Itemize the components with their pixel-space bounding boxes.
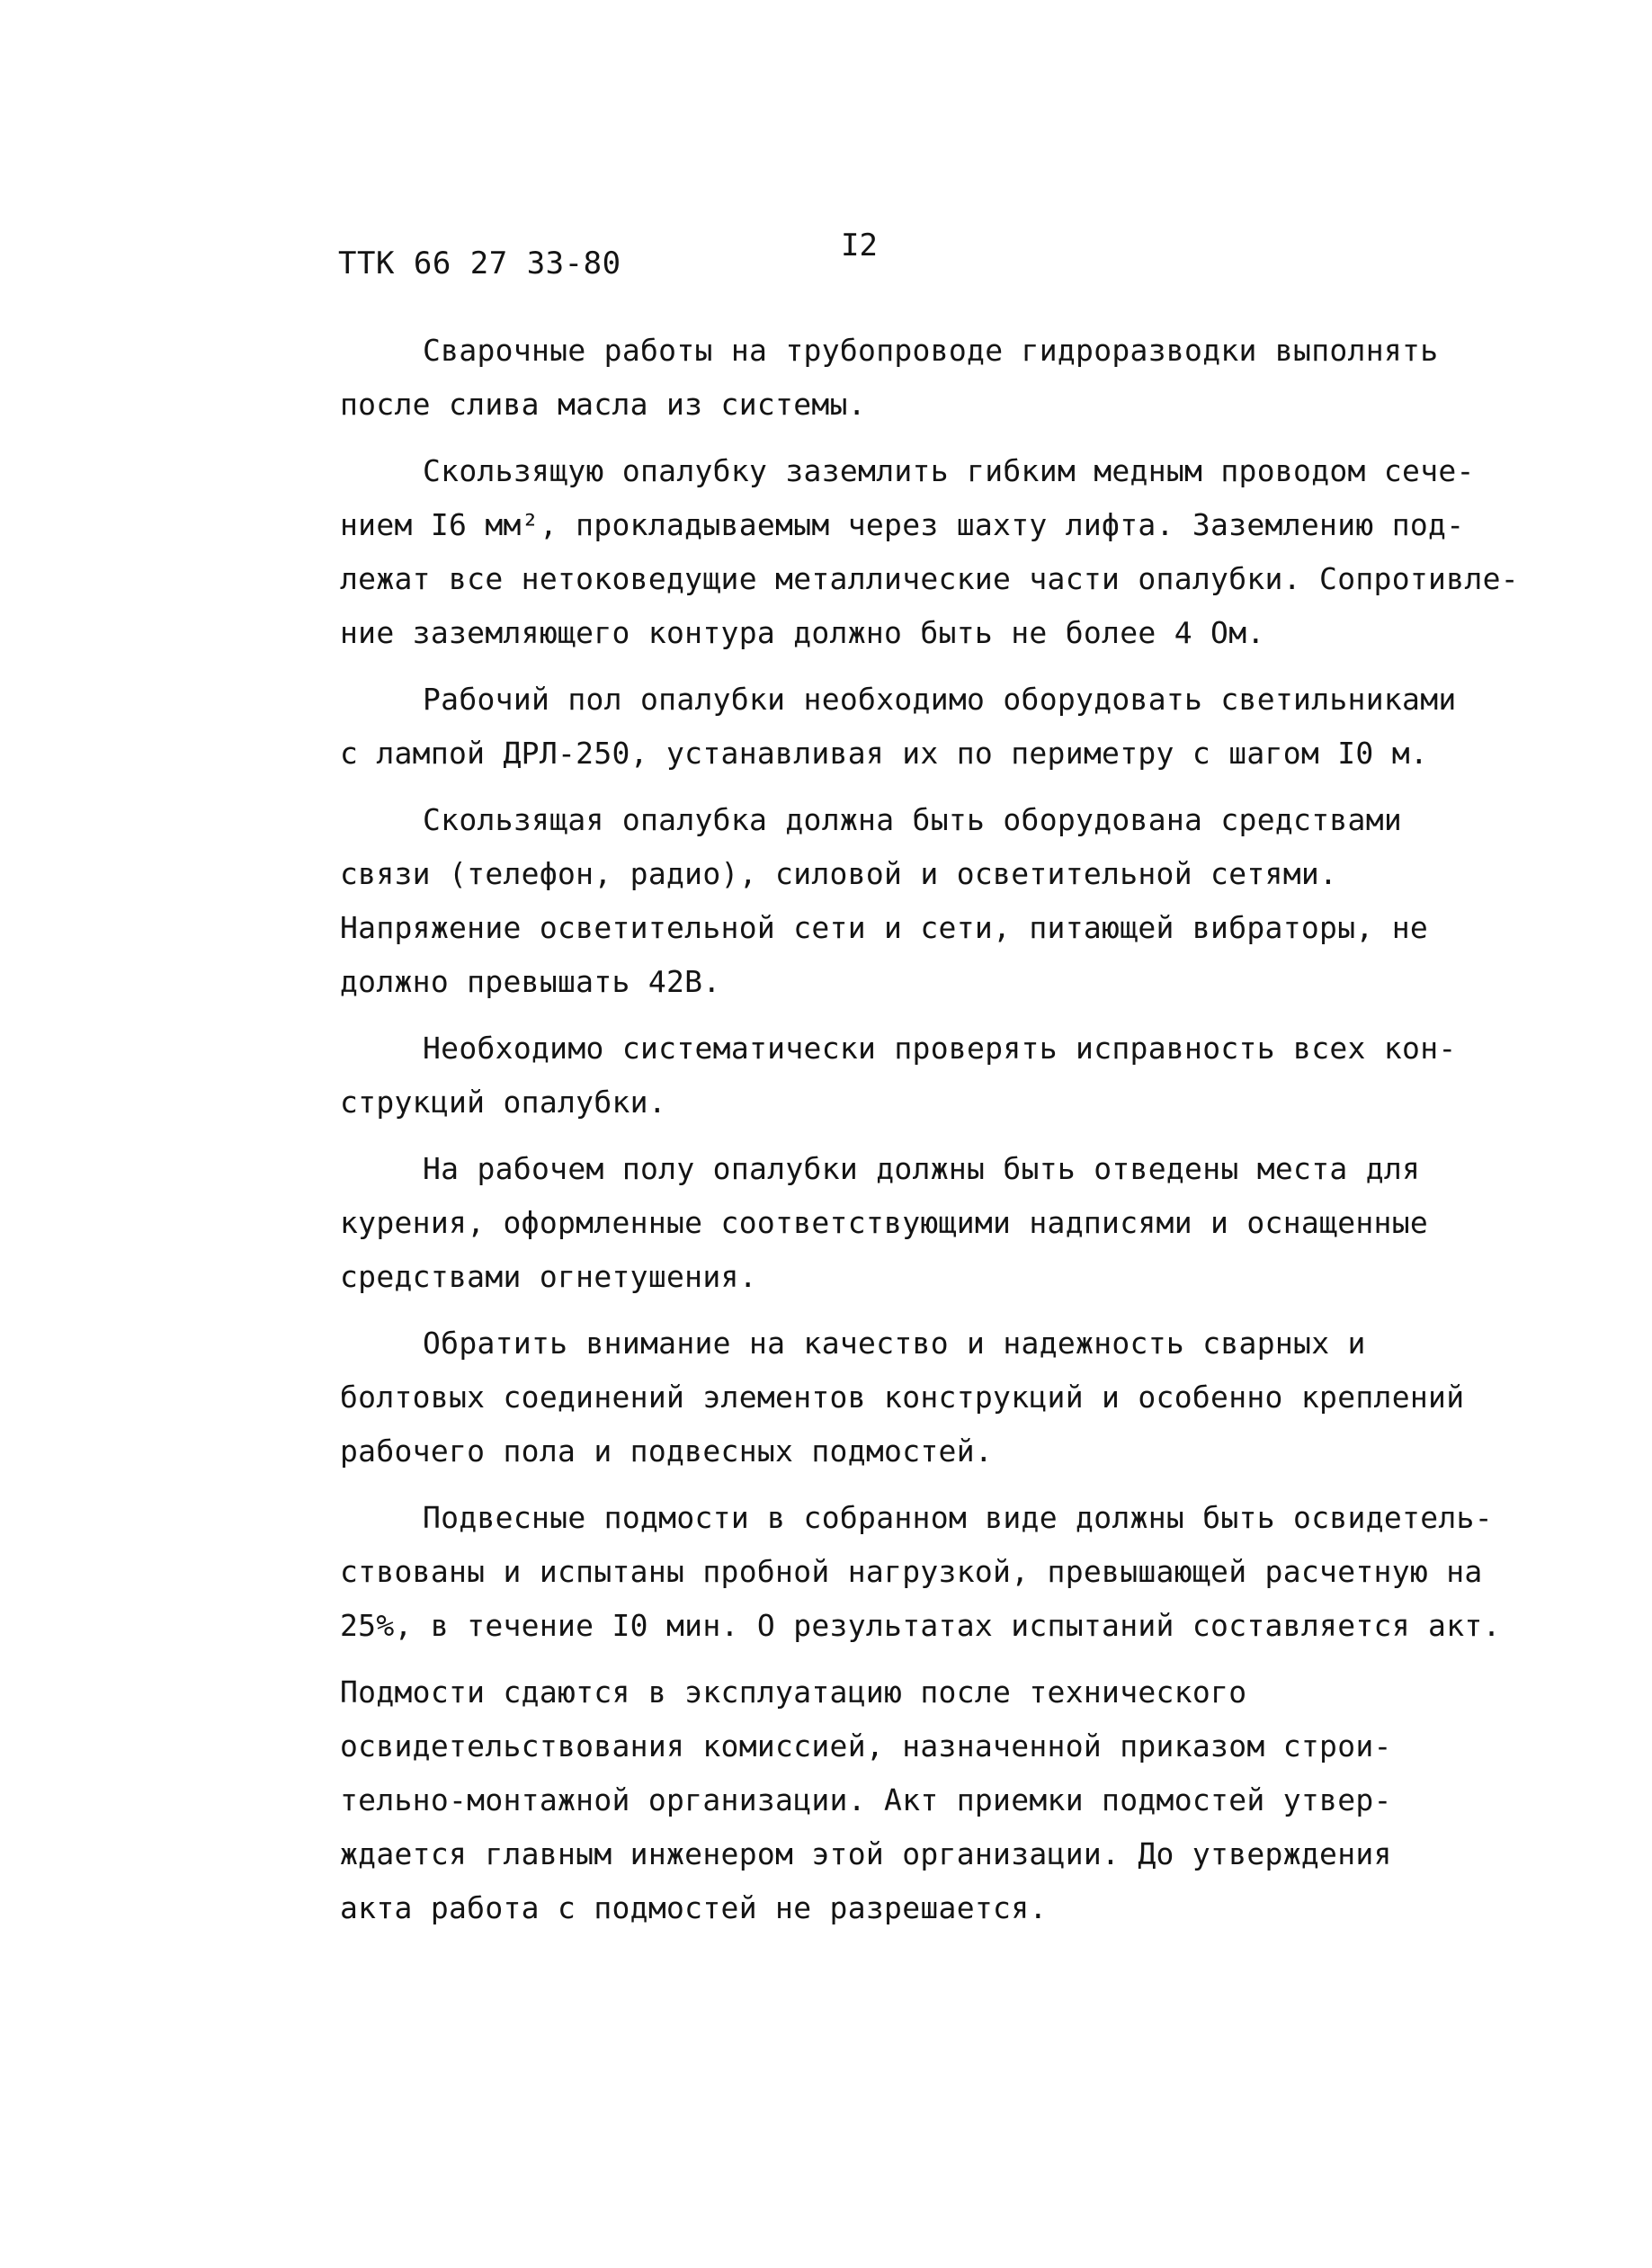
text-line: Скользящая опалубка должна быть оборудована средствами [423,802,1403,837]
text-line: нием I6 мм², прокладываемым через шахту лифта. Заземлению под- [340,507,1465,542]
body-text [340,324,1519,1935]
text-line: Скользящую опалубку заземлить гибким медным проводом сече- [423,453,1475,488]
text-line: Необходимо систематически проверять исправность всех кон- [423,1031,1457,1066]
paragraph-grounding [340,444,1519,660]
text-line: связи (телефон, радио), силовой и осветительной сетями. [340,856,1338,891]
text-line: освидетельствования комиссией, назначенной приказом строи- [340,1728,1392,1764]
text-line: Рабочий пол опалубки необходимо оборудовать светильниками [423,682,1457,717]
text-line: Напряжение осветительной сети и сети, питающей вибраторы, не [340,910,1429,945]
paragraph-joints [340,1317,1465,1478]
paragraph-smoking-areas [340,1142,1446,1304]
text-line: рабочего пола и подвесных подмостей. [340,1433,994,1469]
text-line: Сварочные работы на трубопроводе гидроразводки выполнять [423,333,1439,368]
text-line: Подмости сдаются в эксплуатацию после технического [340,1674,1247,1710]
paragraph-communication [340,793,1446,1009]
paragraph-load-test [340,1491,1501,1653]
text-line: ние заземляющего контура должно быть не более 4 Ом. [340,615,1265,650]
text-line: курения, оформленные соответствующими надписями и оснащенные [340,1205,1429,1240]
text-line: лежат все нетоковедущие металлические части опалубки. Сопротивле- [340,561,1519,596]
page-number: I2 [841,228,878,263]
text-line: струкций опалубки. [340,1085,667,1120]
text-line: с лампой ДРЛ-250, устанавливая их по периметру с шагом I0 м. [340,736,1429,771]
text-line: тельно-монтажной организации. Акт приемки подмостей утвер- [340,1782,1392,1817]
paragraph-lighting [340,673,1457,781]
text-line: после слива масла из системы. [340,387,866,422]
text-line: акта работа с подмостей не разрешается. [340,1890,1048,1925]
paragraph-inspection [340,1022,1457,1130]
paragraph-acceptance [340,1665,1446,1935]
text-line: Подвесные подмости в собранном виде должны быть освидетель- [423,1500,1493,1535]
text-line: болтовых соединений элементов конструкций и особенно креплений [340,1380,1465,1415]
text-line: должно превышать 42В. [340,964,721,999]
text-line: Обратить внимание на качество и надежность сварных и [423,1326,1366,1361]
text-line: ствованы и испытаны пробной нагрузкой, превышающей расчетную на [340,1554,1483,1589]
text-line: ждается главным инженером этой организации. До утверждения [340,1836,1392,1871]
text-line: На рабочем полу опалубки должны быть отведены места для [423,1151,1421,1186]
paragraph-welding [340,324,1446,432]
document-code: ТТК 66 27 33-80 [338,246,621,281]
text-line: средствами огнетушения. [340,1259,757,1294]
text-line: 25%, в течение I0 мин. О результатах испытаний составляется акт. [340,1608,1501,1643]
